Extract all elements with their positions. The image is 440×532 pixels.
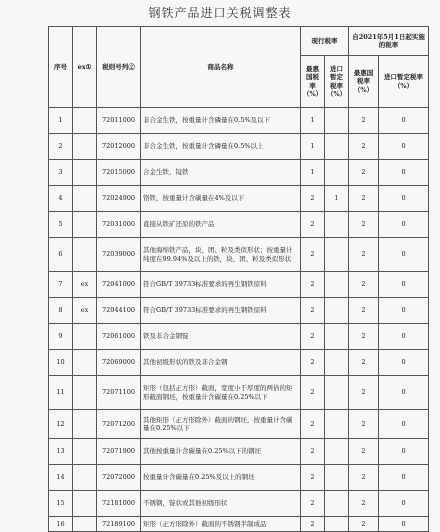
cell-prov-current [325, 238, 349, 272]
cell-seq: 15 [49, 491, 73, 517]
cell-prov-current [325, 350, 349, 376]
cell-mfn-current: 2 [301, 298, 325, 324]
cell-ex [73, 108, 97, 134]
table-row [49, 491, 429, 517]
cell-mfn-current: 2 [301, 465, 325, 491]
cell-prov-current [325, 465, 349, 491]
header-prov-new: 进口暂定税率（%） [379, 56, 429, 108]
cell-prov-current: 1 [325, 186, 349, 212]
cell-name: 不锈钢，锭状或其他初级形状 [141, 491, 301, 517]
cell-prov-current [325, 491, 349, 517]
cell-prov-current [325, 108, 349, 134]
cell-prov-current [325, 134, 349, 160]
cell-seq: 7 [49, 272, 73, 298]
table-row [49, 410, 429, 439]
cell-mfn-current: 2 [301, 491, 325, 517]
table-row [49, 324, 429, 350]
cell-prov-current [325, 160, 349, 186]
cell-code: 72189100 [97, 517, 141, 532]
cell-name: 非合金生铁，按重量计含磷量在0.5%以上 [141, 134, 301, 160]
table-body [49, 108, 429, 532]
cell-ex [73, 134, 97, 160]
cell-mfn-new: 2 [349, 491, 379, 517]
cell-prov-current [325, 272, 349, 298]
cell-name: 合金生铁、镜铁 [141, 160, 301, 186]
table-row [49, 272, 429, 298]
cell-prov-new: 0 [379, 272, 429, 298]
table-row [49, 298, 429, 324]
table-row [49, 186, 429, 212]
cell-prov-new: 0 [379, 108, 429, 134]
page-title: 钢铁产品进口关税调整表 [148, 6, 292, 20]
cell-seq: 9 [49, 324, 73, 350]
cell-seq: 1 [49, 108, 73, 134]
cell-ex [73, 324, 97, 350]
cell-seq: 8 [49, 298, 73, 324]
cell-ex [73, 491, 97, 517]
cell-mfn-new: 2 [349, 212, 379, 238]
cell-mfn-new: 2 [349, 439, 379, 465]
table-row [49, 134, 429, 160]
cell-seq: 6 [49, 238, 73, 272]
cell-ex [73, 350, 97, 376]
cell-mfn-current: 1 [301, 108, 325, 134]
cell-name: 其他矩形（正方形除外）截面的钢坯，按重量计含碳量在0.25%以下 [141, 410, 301, 439]
header-prov-current: 进口暂定税率（%） [325, 56, 349, 108]
cell-mfn-new: 2 [349, 186, 379, 212]
cell-prov-new: 0 [379, 238, 429, 272]
cell-code: 72181000 [97, 491, 141, 517]
table-row [49, 108, 429, 134]
cell-ex [73, 160, 97, 186]
cell-seq: 2 [49, 134, 73, 160]
cell-code: 72071900 [97, 439, 141, 465]
cell-prov-new: 0 [379, 491, 429, 517]
cell-name: 非合金生铁，按重量计含磷量在0.5%及以下 [141, 108, 301, 134]
cell-code: 72015000 [97, 160, 141, 186]
cell-mfn-current: 2 [301, 517, 325, 532]
cell-ex [73, 410, 97, 439]
cell-ex [73, 376, 97, 410]
cell-name: 按重量计含碳量在0.25%及以上的钢坯 [141, 465, 301, 491]
cell-seq: 11 [49, 376, 73, 410]
cell-mfn-new: 2 [349, 517, 379, 532]
header-ex: ex① [73, 27, 97, 108]
cell-prov-new: 0 [379, 298, 429, 324]
cell-seq: 4 [49, 186, 73, 212]
cell-ex: ex [73, 272, 97, 298]
cell-prov-current [325, 517, 349, 532]
cell-mfn-new: 2 [349, 160, 379, 186]
header-code: 税则号列② [97, 27, 141, 108]
cell-ex [73, 238, 97, 272]
cell-prov-new: 0 [379, 410, 429, 439]
table-row [49, 238, 429, 272]
cell-code: 72044100 [97, 298, 141, 324]
header-name: 商品名称 [141, 27, 301, 108]
table-row [49, 160, 429, 186]
cell-ex: ex [73, 298, 97, 324]
cell-prov-new: 0 [379, 517, 429, 532]
cell-mfn-current: 2 [301, 350, 325, 376]
cell-mfn-new: 2 [349, 410, 379, 439]
cell-code: 72012000 [97, 134, 141, 160]
tariff-table [48, 26, 429, 532]
table-row [49, 212, 429, 238]
cell-code: 72039000 [97, 238, 141, 272]
cell-name: 铁及非合金钢锭 [141, 324, 301, 350]
cell-code: 72069000 [97, 350, 141, 376]
header-new-group: 自2021年5月1日起实施的税率 [349, 27, 429, 56]
cell-name: 其他海绵铁产品，块、团、粒及类似形状；按重量计纯度在99.94%及以上的铁，块、团、粒及类似形状 [141, 238, 301, 272]
cell-mfn-new: 2 [349, 134, 379, 160]
cell-mfn-new: 2 [349, 108, 379, 134]
cell-prov-current [325, 376, 349, 410]
cell-prov-new: 0 [379, 439, 429, 465]
cell-code: 72024900 [97, 186, 141, 212]
cell-mfn-current: 2 [301, 439, 325, 465]
cell-mfn-new: 2 [349, 350, 379, 376]
cell-code: 72011000 [97, 108, 141, 134]
cell-prov-new: 0 [379, 212, 429, 238]
header-seq: 序号 [49, 27, 73, 108]
header-mfn-new: 最惠国税率（%） [349, 56, 379, 108]
table-row [49, 376, 429, 410]
cell-name: 其他初级形状的铁及非合金钢 [141, 350, 301, 376]
cell-prov-new: 0 [379, 465, 429, 491]
table-row [49, 350, 429, 376]
cell-prov-new: 0 [379, 350, 429, 376]
cell-mfn-new: 2 [349, 298, 379, 324]
cell-code: 72071100 [97, 376, 141, 410]
cell-mfn-new: 2 [349, 238, 379, 272]
cell-prov-current [325, 439, 349, 465]
cell-code: 72071200 [97, 410, 141, 439]
cell-prov-new: 0 [379, 186, 429, 212]
cell-mfn-current: 1 [301, 134, 325, 160]
cell-prov-current [325, 324, 349, 350]
cell-ex [73, 465, 97, 491]
cell-mfn-current: 2 [301, 272, 325, 298]
cell-seq: 12 [49, 410, 73, 439]
table-row [49, 517, 429, 532]
cell-name: 矩形（包括正方形）截面，宽度小于厚度的两倍的矩形截面钢坯，按重量计含碳量在0.25%以下 [141, 376, 301, 410]
cell-name: 其他按重量计含碳量在0.25%以下的钢坯 [141, 439, 301, 465]
cell-mfn-current: 2 [301, 376, 325, 410]
table-row [49, 439, 429, 465]
cell-ex [73, 439, 97, 465]
cell-mfn-current: 2 [301, 212, 325, 238]
cell-prov-current [325, 410, 349, 439]
cell-prov-new: 0 [379, 134, 429, 160]
cell-prov-new: 0 [379, 324, 429, 350]
cell-mfn-new: 2 [349, 376, 379, 410]
cell-mfn-new: 2 [349, 465, 379, 491]
cell-mfn-current: 2 [301, 238, 325, 272]
cell-seq: 13 [49, 439, 73, 465]
cell-mfn-current: 2 [301, 410, 325, 439]
cell-prov-current [325, 298, 349, 324]
cell-prov-new: 0 [379, 160, 429, 186]
cell-name: 矩形（正方形除外）截面的不锈钢半制成品 [141, 517, 301, 532]
cell-prov-current [325, 212, 349, 238]
cell-mfn-current: 2 [301, 186, 325, 212]
header-row-top [49, 27, 429, 56]
cell-seq: 5 [49, 212, 73, 238]
cell-code: 72041000 [97, 272, 141, 298]
cell-ex [73, 517, 97, 532]
cell-seq: 3 [49, 160, 73, 186]
cell-mfn-current: 1 [301, 160, 325, 186]
header-current-group: 现行税率 [301, 27, 349, 56]
cell-code: 72061000 [97, 324, 141, 350]
cell-ex [73, 186, 97, 212]
cell-mfn-new: 2 [349, 324, 379, 350]
cell-code: 72072000 [97, 465, 141, 491]
cell-seq: 10 [49, 350, 73, 376]
cell-ex [73, 212, 97, 238]
cell-seq: 14 [49, 465, 73, 491]
table-row [49, 465, 429, 491]
cell-name: 符合GB/T 39733标准要求的再生钢铁原料 [141, 272, 301, 298]
cell-name: 符合GB/T 39733标准要求的再生钢铁原料 [141, 298, 301, 324]
cell-name: 铬铁，按重量计含碳量在4%及以下 [141, 186, 301, 212]
cell-prov-new: 0 [379, 376, 429, 410]
cell-code: 72031000 [97, 212, 141, 238]
cell-mfn-new: 2 [349, 272, 379, 298]
cell-mfn-current: 2 [301, 324, 325, 350]
cell-seq: 16 [49, 517, 73, 532]
cell-name: 直接从铁矿还原的铁产品 [141, 212, 301, 238]
header-mfn-current: 最惠国税率（%） [301, 56, 325, 108]
